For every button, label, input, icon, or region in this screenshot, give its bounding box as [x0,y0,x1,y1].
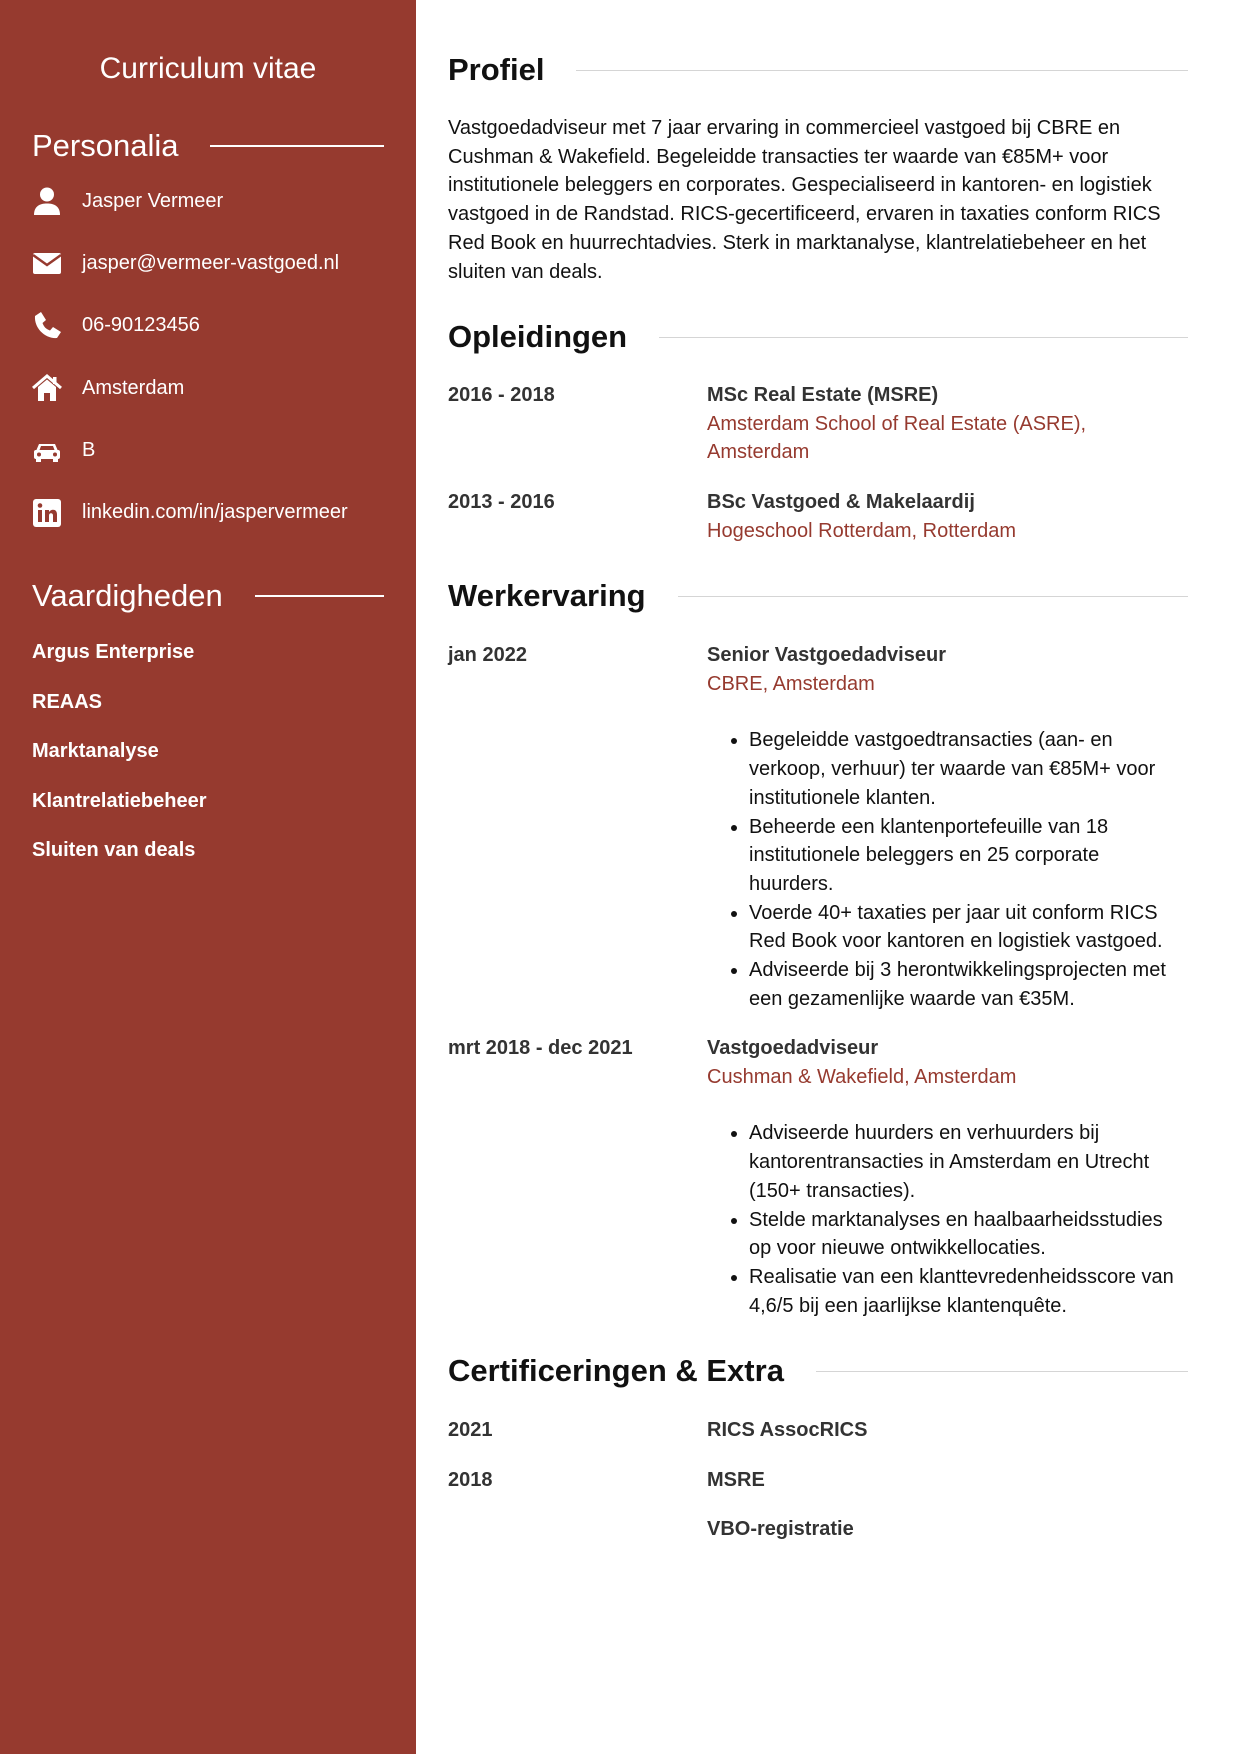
profile-text: Vastgoedadviseur met 7 jaar ervaring in commercieel vastgoed bij CBRE en Cushman & Wakefield. Begeleidde transacties ter waarde van €85M+ voor institutionele beleggers en corporates. Gespecialiseerd in kantoren- en logistiek vastgoed in de Randstad. RICS-gecertificeerd, ervaren in taxaties conform RICS Red Book en huurrechtadvies. Sterk in marktanalyse, klantrelatiebeheer en het sluiten van deals. [448,117,1161,283]
education-heading-text: Opleidingen [448,319,628,354]
skill-item: REAAS [32,690,103,713]
certification-date: 2021 [448,1419,493,1441]
contact-license [32,436,402,466]
personalia-heading-text: Personalia [32,128,179,163]
experience-heading-text: Werkervaring [448,578,646,613]
certifications-divider [816,1371,1188,1372]
contact-email[interactable] [32,248,402,278]
education-body [707,381,1188,467]
experience-date: jan 2022 [448,644,527,666]
certification-title: MSRE [707,1469,765,1491]
experience-body [707,1034,1188,1320]
envelope-icon [32,248,62,278]
sidebar [0,0,416,1754]
bullet-item: • Begeleidde vastgoedtransacties (aan- en verkoop, verhuur) ter waarde van €85M+ voor institutionele klanten. [749,726,1188,812]
skill-item: Sluiten van deals [32,839,196,861]
skill-item: Klantrelatiebeheer [32,789,207,812]
skill-item: Marktanalyse [32,740,159,762]
profile-heading [448,52,1188,88]
certification-date: 2018 [448,1469,493,1491]
skills-heading-text: Vaardigheden [32,578,223,613]
skill-item: Argus Enterprise [32,641,195,663]
contact-linkedin[interactable] [32,498,402,528]
contact-name-text: Jasper Vermeer [82,189,224,212]
education-body [707,488,1188,545]
certification-body [707,1416,1188,1445]
skills-list [32,640,207,888]
cv-title: Curriculum vitae [99,52,317,85]
bullet-item: • Stelde marktanalyses en haalbaarheidsstudies op voor nieuwe ontwikkellocaties. [749,1206,1188,1263]
skills-divider [255,595,384,597]
contact-phone-text[interactable]: 06-90123456 [82,314,200,337]
profile-divider [576,70,1188,71]
education-divider [659,337,1188,338]
contact-email-text[interactable]: jasper@vermeer-vastgoed.nl [82,251,340,274]
bullet-item: • Voerde 40+ taxaties per jaar uit conform RICS Red Book voor kantoren en logistiek vastgoed. [749,899,1188,956]
bullet-item: • Realisatie van een klanttevredenheidsscore van 4,6/5 bij een jaarlijkse klantenquête. [749,1263,1188,1320]
certification-title: VBO-registratie [707,1518,854,1540]
job-title: Senior Vastgoedadviseur [707,644,946,666]
phone-icon [32,311,62,341]
contact-phone[interactable] [32,311,402,341]
contact-name [32,186,402,216]
car-icon [32,436,62,466]
linkedin-icon [32,498,62,528]
person-icon [32,186,62,216]
experience-heading [448,578,1188,614]
certifications-heading-text: Certificeringen & Extra [448,1353,784,1388]
bullet-item: • Beheerde een klantenportefeuille van 18 institutionele beleggers en 25 corporate huurders. [749,813,1188,899]
education-date: 2016 - 2018 [448,384,555,406]
personalia-divider [210,145,384,147]
education-degree: BSc Vastgoed & Makelaardij [707,491,975,513]
experience-date: mrt 2018 - dec 2021 [448,1037,633,1059]
education-heading [448,319,1188,355]
certifications-heading [448,1353,1188,1389]
skills-heading [32,578,384,614]
certification-body [707,1466,1188,1495]
experience-bullets [707,1119,1188,1320]
education-institution: Hogeschool Rotterdam, Rotterdam [707,519,1017,542]
personalia-heading [32,128,384,164]
contact-linkedin-text[interactable]: linkedin.com/in/jaspervermeer [82,501,348,524]
education-institution: Amsterdam School of Real Estate (ASRE), Amsterdam [707,412,1087,464]
certification-body [707,1515,1188,1544]
contact-city-text: Amsterdam [82,376,185,399]
employer: CBRE, Amsterdam [707,672,875,695]
job-title: Vastgoedadviseur [707,1037,879,1059]
home-icon [32,373,62,403]
contact-list [32,186,402,560]
education-degree: MSc Real Estate (MSRE) [707,384,939,406]
contact-city [32,373,402,403]
contact-license-text: B [82,439,96,462]
experience-divider [678,596,1188,597]
employer: Cushman & Wakefield, Amsterdam [707,1065,1017,1088]
bullet-item: • Adviseerde bij 3 herontwikkelingsprojecten met een gezamenlijke waarde van €35M. [749,956,1188,1013]
certification-title: RICS AssocRICS [707,1419,868,1441]
profile-heading-text: Profiel [448,52,545,87]
bullet-item: • Adviseerde huurders en verhuurders bij kantorentransacties in Amsterdam en Utrecht (150+ transacties). [749,1119,1188,1205]
experience-body [707,641,1188,1013]
experience-bullets [707,726,1188,1013]
education-date: 2013 - 2016 [448,491,555,513]
